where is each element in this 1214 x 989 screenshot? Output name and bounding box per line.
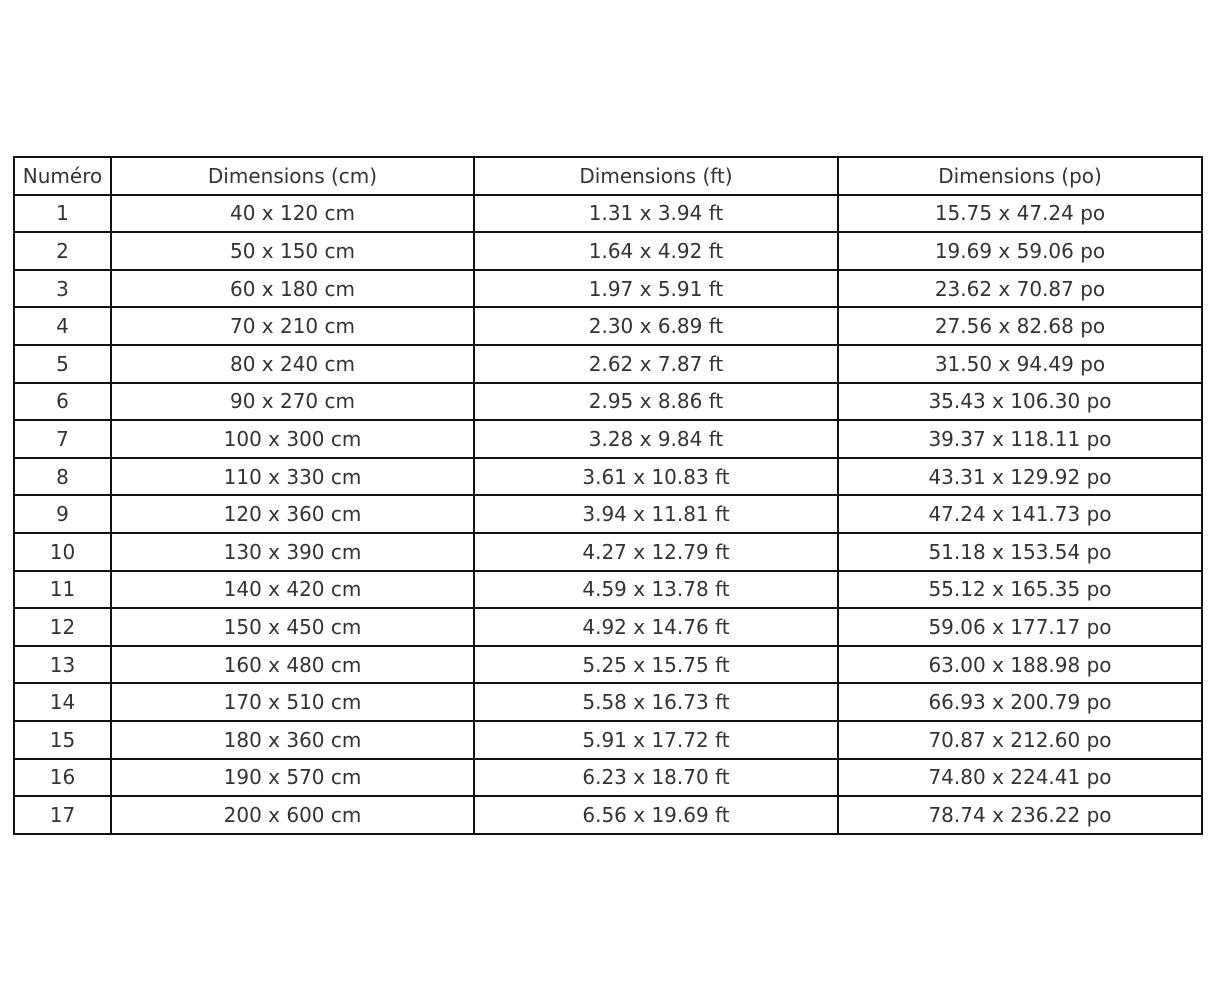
cell-numero: 14 bbox=[14, 683, 111, 721]
cell-dimensions-po: 66.93 x 200.79 po bbox=[838, 683, 1202, 721]
table-row bbox=[14, 232, 1202, 270]
cell-dimensions-po: 39.37 x 118.11 po bbox=[838, 420, 1202, 458]
cell-dimensions-ft: 4.27 x 12.79 ft bbox=[474, 533, 838, 571]
cell-dimensions-cm: 190 x 570 cm bbox=[111, 759, 474, 797]
cell-dimensions-cm: 60 x 180 cm bbox=[111, 270, 474, 308]
cell-dimensions-cm: 50 x 150 cm bbox=[111, 232, 474, 270]
cell-dimensions-po: 55.12 x 165.35 po bbox=[838, 571, 1202, 609]
cell-numero: 9 bbox=[14, 495, 111, 533]
cell-dimensions-ft: 3.94 x 11.81 ft bbox=[474, 495, 838, 533]
table-row bbox=[14, 721, 1202, 759]
cell-numero: 13 bbox=[14, 646, 111, 684]
table-row bbox=[14, 495, 1202, 533]
cell-numero: 2 bbox=[14, 232, 111, 270]
cell-dimensions-cm: 160 x 480 cm bbox=[111, 646, 474, 684]
cell-numero: 5 bbox=[14, 345, 111, 383]
cell-dimensions-po: 23.62 x 70.87 po bbox=[838, 270, 1202, 308]
cell-dimensions-ft: 1.97 x 5.91 ft bbox=[474, 270, 838, 308]
cell-dimensions-ft: 4.92 x 14.76 ft bbox=[474, 608, 838, 646]
cell-numero: 11 bbox=[14, 571, 111, 609]
cell-dimensions-po: 15.75 x 47.24 po bbox=[838, 195, 1202, 233]
table-row bbox=[14, 683, 1202, 721]
cell-dimensions-po: 47.24 x 141.73 po bbox=[838, 495, 1202, 533]
cell-dimensions-ft: 4.59 x 13.78 ft bbox=[474, 571, 838, 609]
cell-dimensions-ft: 3.61 x 10.83 ft bbox=[474, 458, 838, 496]
cell-dimensions-cm: 130 x 390 cm bbox=[111, 533, 474, 571]
cell-dimensions-cm: 200 x 600 cm bbox=[111, 796, 474, 834]
cell-dimensions-po: 63.00 x 188.98 po bbox=[838, 646, 1202, 684]
dimension-conversion-table bbox=[13, 156, 1203, 835]
table-row bbox=[14, 533, 1202, 571]
table-row bbox=[14, 796, 1202, 834]
table-row bbox=[14, 195, 1202, 233]
cell-numero: 16 bbox=[14, 759, 111, 797]
cell-dimensions-cm: 120 x 360 cm bbox=[111, 495, 474, 533]
column-header-ft: Dimensions (ft) bbox=[474, 157, 838, 195]
column-header-po: Dimensions (po) bbox=[838, 157, 1202, 195]
cell-numero: 1 bbox=[14, 195, 111, 233]
cell-dimensions-po: 35.43 x 106.30 po bbox=[838, 383, 1202, 421]
cell-dimensions-ft: 1.64 x 4.92 ft bbox=[474, 232, 838, 270]
cell-dimensions-po: 74.80 x 224.41 po bbox=[838, 759, 1202, 797]
cell-dimensions-ft: 5.58 x 16.73 ft bbox=[474, 683, 838, 721]
cell-dimensions-ft: 6.56 x 19.69 ft bbox=[474, 796, 838, 834]
cell-dimensions-cm: 40 x 120 cm bbox=[111, 195, 474, 233]
table-row bbox=[14, 270, 1202, 308]
cell-dimensions-ft: 6.23 x 18.70 ft bbox=[474, 759, 838, 797]
table-row bbox=[14, 383, 1202, 421]
header-row bbox=[14, 157, 1202, 195]
cell-numero: 12 bbox=[14, 608, 111, 646]
cell-dimensions-ft: 1.31 x 3.94 ft bbox=[474, 195, 838, 233]
table-row bbox=[14, 307, 1202, 345]
cell-dimensions-po: 43.31 x 129.92 po bbox=[838, 458, 1202, 496]
cell-dimensions-cm: 150 x 450 cm bbox=[111, 608, 474, 646]
cell-dimensions-ft: 5.25 x 15.75 ft bbox=[474, 646, 838, 684]
table-row bbox=[14, 759, 1202, 797]
cell-numero: 4 bbox=[14, 307, 111, 345]
cell-dimensions-ft: 2.95 x 8.86 ft bbox=[474, 383, 838, 421]
cell-dimensions-po: 59.06 x 177.17 po bbox=[838, 608, 1202, 646]
cell-dimensions-cm: 100 x 300 cm bbox=[111, 420, 474, 458]
cell-dimensions-po: 78.74 x 236.22 po bbox=[838, 796, 1202, 834]
cell-numero: 15 bbox=[14, 721, 111, 759]
cell-dimensions-cm: 180 x 360 cm bbox=[111, 721, 474, 759]
cell-dimensions-cm: 140 x 420 cm bbox=[111, 571, 474, 609]
table-row bbox=[14, 458, 1202, 496]
column-header-numero: Numéro bbox=[14, 157, 111, 195]
cell-numero: 8 bbox=[14, 458, 111, 496]
table-row bbox=[14, 345, 1202, 383]
cell-dimensions-cm: 80 x 240 cm bbox=[111, 345, 474, 383]
cell-dimensions-cm: 90 x 270 cm bbox=[111, 383, 474, 421]
cell-dimensions-po: 27.56 x 82.68 po bbox=[838, 307, 1202, 345]
cell-dimensions-po: 51.18 x 153.54 po bbox=[838, 533, 1202, 571]
column-header-cm: Dimensions (cm) bbox=[111, 157, 474, 195]
cell-dimensions-ft: 2.30 x 6.89 ft bbox=[474, 307, 838, 345]
cell-dimensions-cm: 170 x 510 cm bbox=[111, 683, 474, 721]
cell-dimensions-po: 19.69 x 59.06 po bbox=[838, 232, 1202, 270]
table-row bbox=[14, 608, 1202, 646]
dimension-conversion-table-wrap bbox=[13, 156, 1203, 835]
cell-dimensions-po: 70.87 x 212.60 po bbox=[838, 721, 1202, 759]
cell-numero: 17 bbox=[14, 796, 111, 834]
cell-numero: 3 bbox=[14, 270, 111, 308]
table-row bbox=[14, 646, 1202, 684]
cell-numero: 7 bbox=[14, 420, 111, 458]
cell-numero: 10 bbox=[14, 533, 111, 571]
cell-dimensions-ft: 3.28 x 9.84 ft bbox=[474, 420, 838, 458]
table-row bbox=[14, 571, 1202, 609]
cell-dimensions-cm: 110 x 330 cm bbox=[111, 458, 474, 496]
cell-dimensions-po: 31.50 x 94.49 po bbox=[838, 345, 1202, 383]
cell-numero: 6 bbox=[14, 383, 111, 421]
cell-dimensions-ft: 2.62 x 7.87 ft bbox=[474, 345, 838, 383]
table-row bbox=[14, 420, 1202, 458]
cell-dimensions-cm: 70 x 210 cm bbox=[111, 307, 474, 345]
cell-dimensions-ft: 5.91 x 17.72 ft bbox=[474, 721, 838, 759]
